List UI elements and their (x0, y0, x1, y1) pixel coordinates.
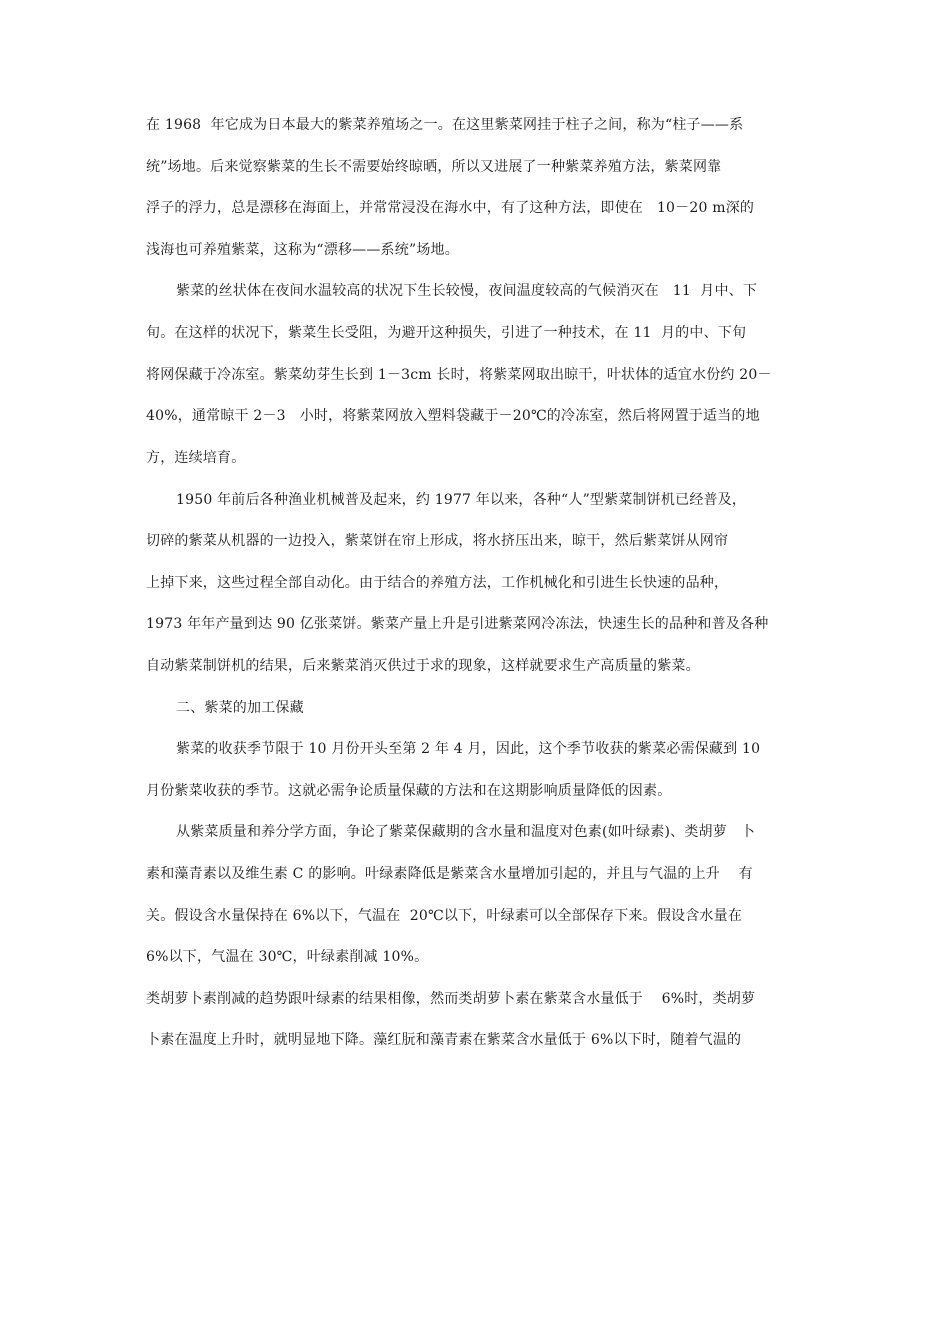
paragraph-6-line-1: 类胡萝卜素削减的趋势跟叶绿素的结果相像，然而类胡萝卜素在紫菜含水量低于 6%时，类胡萝 (146, 991, 756, 1007)
paragraph-2-line-4: 40%，通常晾干 2－3 小时，将紫菜网放入塑料袋藏于－20℃的冷冻室，然后将网置于适当的地 (146, 408, 760, 424)
paragraph-5-line-3: 关。假设含水量保持在 6%以下，气温在 20℃以下，叶绿素可以全部保存下来。假设含水量在 (146, 908, 743, 924)
text-line-2: 统”场地。后来觉察紫菜的生长不需要始终晾晒，所以又进展了一种紫菜养殖方法，紫菜网靠 (146, 159, 722, 175)
text-line-1: 在 1968 年它成为日本最大的紫菜养殖场之一。在这里紫菜网挂于柱子之间，称为“柱子——系 (146, 117, 744, 133)
paragraph-2-line-3: 将网保藏于冷冻室。紫菜幼芽生长到 1－3cm 长时，将紫菜网取出晾干，叶状体的适宜水份约 20－ (146, 367, 772, 383)
paragraph-3-line-1: 1950 年前后各种渔业机械普及起来，约 1977 年以来，各种“人”型紫菜制饼机已经普及， (176, 492, 747, 508)
text-line-4: 浅海也可养殖紫菜，这称为“漂移——系统”场地。 (146, 242, 459, 258)
paragraph-2-line-2: 旬。在这样的状况下，紫菜生长受阻，为避开这种损失，引进了一种技术，在 11 月的中、下旬 (146, 325, 747, 341)
paragraph-5-line-1: 从紫菜质量和养分学方面，争论了紫菜保藏期的含水量和温度对色素(如叶绿素)、类胡萝 卜 (176, 824, 756, 840)
paragraph-3-line-2: 切碎的紫菜从机器的一边投入，紫菜饼在帘上形成，将水挤压出来，晾干，然后紫菜饼从网帘 (146, 533, 729, 549)
paragraph-2-line-5: 方，连续培育。 (146, 450, 246, 466)
paragraph-3-line-5: 自动紫菜制饼机的结果，后来紫菜消灭供过于求的现象，这样就要求生产高质量的紫菜。 (146, 658, 700, 674)
paragraph-4-line-2: 月份紫菜收获的季节。这就必需争论质量保藏的方法和在这期影响质量降低的因素。 (146, 783, 672, 799)
paragraph-4-line-1: 紫菜的收获季节限于 10 月份开头至第 2 年 4 月，因此，这个季节收获的紫菜必需保藏到 10 (176, 741, 761, 757)
paragraph-3-line-3: 上掉下来，这些过程全部自动化。由于结合的养殖方法，工作机械化和引进生长快速的品种， (146, 575, 729, 591)
text-line-3: 浮子的浮力，总是漂移在海面上，并常常浸没在海水中，有了这种方法，即使在 10－20 m深的 (146, 200, 755, 216)
paragraph-5-line-4: 6%以下，气温在 30℃，叶绿素削减 10%。 (146, 949, 429, 965)
section-heading: 二、紫菜的加工保藏 (176, 700, 304, 716)
paragraph-5-line-2: 素和藻青素以及维生素 C 的影响。叶绿素降低是紫菜含水量增加引起的，并且与气温的上升 有 (146, 866, 753, 882)
paragraph-6-line-2: 卜素在温度上升时，就明显地下降。藻红朊和藻青素在紫菜含水量低于 6%以下时，随着气温的 (146, 1032, 742, 1048)
paragraph-3-line-4: 1973 年年产量到达 90 亿张菜饼。紫菜产量上升是引进紫菜网冷冻法，快速生长的品种和普及各种 (146, 616, 769, 632)
paragraph-2-line-1: 紫菜的丝状体在夜间水温较高的状况下生长较慢，夜间温度较高的气候消灭在 11 月中、下 (176, 283, 758, 299)
